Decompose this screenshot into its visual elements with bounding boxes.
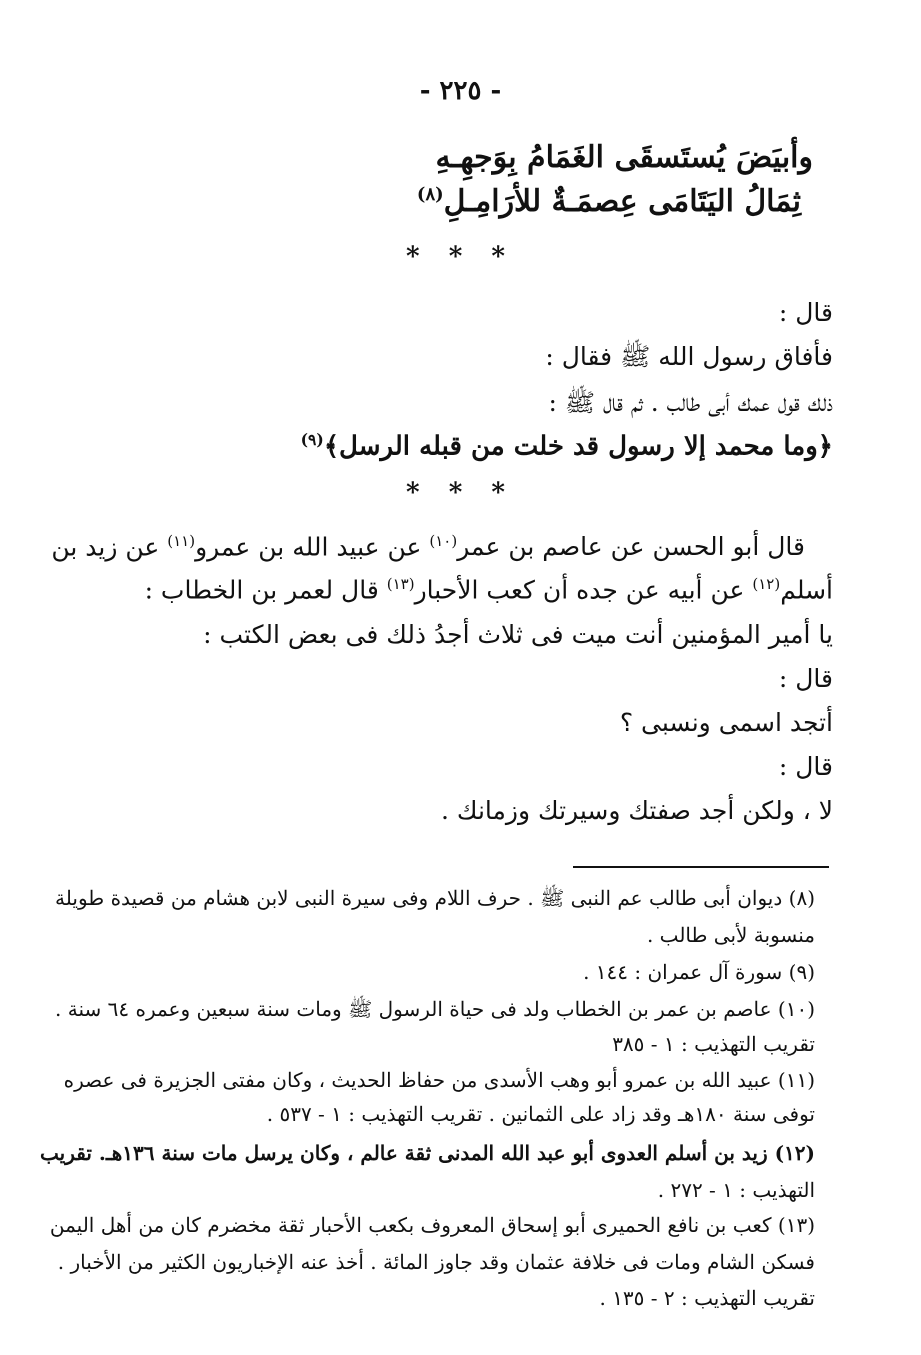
- dialogue-line: ذلك قول عمك أبى طالب . ثم قال ﷺ :: [548, 388, 833, 417]
- poem-verse-1: وأبيَضَ يُستَسقَى الغَمَامُ بِوَجهِـهِ: [435, 140, 813, 175]
- dialogue-line: يا أمير المؤمنين أنت ميت فى ثلاث أجدُ ذلك فى بعض الكتب :: [203, 620, 833, 649]
- section-separator: * * *: [406, 478, 515, 508]
- footnote-line: تقريب التهذيب : ٢ - ١٣٥ .: [599, 1286, 815, 1310]
- footnote-ref-9: (٩): [300, 430, 324, 449]
- footnote-line: (١٣) كعب بن نافع الحميرى أبو إسحاق المعروف بكعب الأحبار ثقة مخضرم كان من أهل اليمن: [49, 1213, 815, 1237]
- dialogue-line: لا ، ولكن أجد صفتك وسيرتك وزمانك .: [440, 796, 833, 825]
- footnote-line: (٨) ديوان أبى طالب عم النبى ﷺ . حرف اللام وفى سيرة النبى لابن هشام من قصيدة طويلة: [55, 886, 815, 910]
- poem-verse-2: [417, 184, 801, 219]
- footnote-line: (١٢) زيد بن أسلم العدوى أبو عبد الله المدنى ثقة عالم ، وكان يرسل مات سنة ١٣٦هـ. تقريب: [40, 1141, 815, 1165]
- quran-text: ﴿وما محمد إلا رسول قد خلت من قبله الرسل﴾: [323, 431, 833, 462]
- footnote-line: منسوبة لأبى طالب .: [646, 923, 815, 947]
- footnote-divider: [573, 866, 829, 868]
- dialogue-line: قال :: [778, 664, 833, 693]
- dialogue-line: قال :: [778, 752, 833, 781]
- footnote-ref-8: (٨): [416, 184, 444, 205]
- footnote-ref-13: (١٣): [386, 575, 415, 593]
- footnote-line: التهذيب : ١ - ٢٧٢ .: [657, 1178, 815, 1202]
- narration-line-2: أسلم$^{(١٢)}$ عن أبيه عن جده أن كعب الأحبار$^{(١٣)}$ قال لعمر بن الخطاب :: [144, 575, 833, 605]
- narration-line-1: قال أبو الحسن عن عاصم بن عمر$^{(١٠)}$ عن عبيد الله بن عمرو$^{(١١)}$ عن زيد بن: [51, 532, 805, 562]
- footnote-line: فسكن الشام ومات فى خلافة عثمان وقد جاوز المائة . أخذ عنه الإخباريون الكثير من الأخبار .: [57, 1250, 815, 1274]
- poem-verse-2-text: ثِمَالُ اليَتَامَى عِصمَـةٌ للأرَامِـلِ: [443, 184, 801, 219]
- footnote-line: (٩) سورة آل عمران : ١٤٤ .: [583, 960, 815, 984]
- dialogue-line: فأفاق رسول الله ﷺ فقال :: [545, 342, 833, 371]
- footnote-ref-10: (١٠): [429, 532, 458, 550]
- section-separator: * * *: [406, 242, 515, 272]
- page-number: - ٢٢٥ -: [419, 76, 502, 106]
- quran-verse: [301, 430, 833, 462]
- footnote-line: توفى سنة ١٨٠هـ وقد زاد على الثمانين . تقريب التهذيب : ١ - ٥٣٧ .: [266, 1102, 815, 1126]
- footnote-line: (١٠) عاصم بن عمر بن الخطاب ولد فى حياة الرسول ﷺ ومات سنة سبعين وعمره ٦٤ سنة .: [55, 997, 815, 1021]
- footnote-ref-11: (١١): [167, 532, 196, 550]
- footnote-line: (١١) عبيد الله بن عمرو أبو وهب الأسدى من حفاظ الحديث ، وكان مفتى الجزيرة فى عصره: [63, 1068, 815, 1092]
- dialogue-line: قال :: [778, 298, 833, 327]
- footnote-line: تقريب التهذيب : ١ - ٣٨٥: [612, 1032, 815, 1056]
- footnote-ref-12: (١٢): [752, 575, 781, 593]
- dialogue-line: أتجد اسمى ونسبى ؟: [619, 708, 833, 737]
